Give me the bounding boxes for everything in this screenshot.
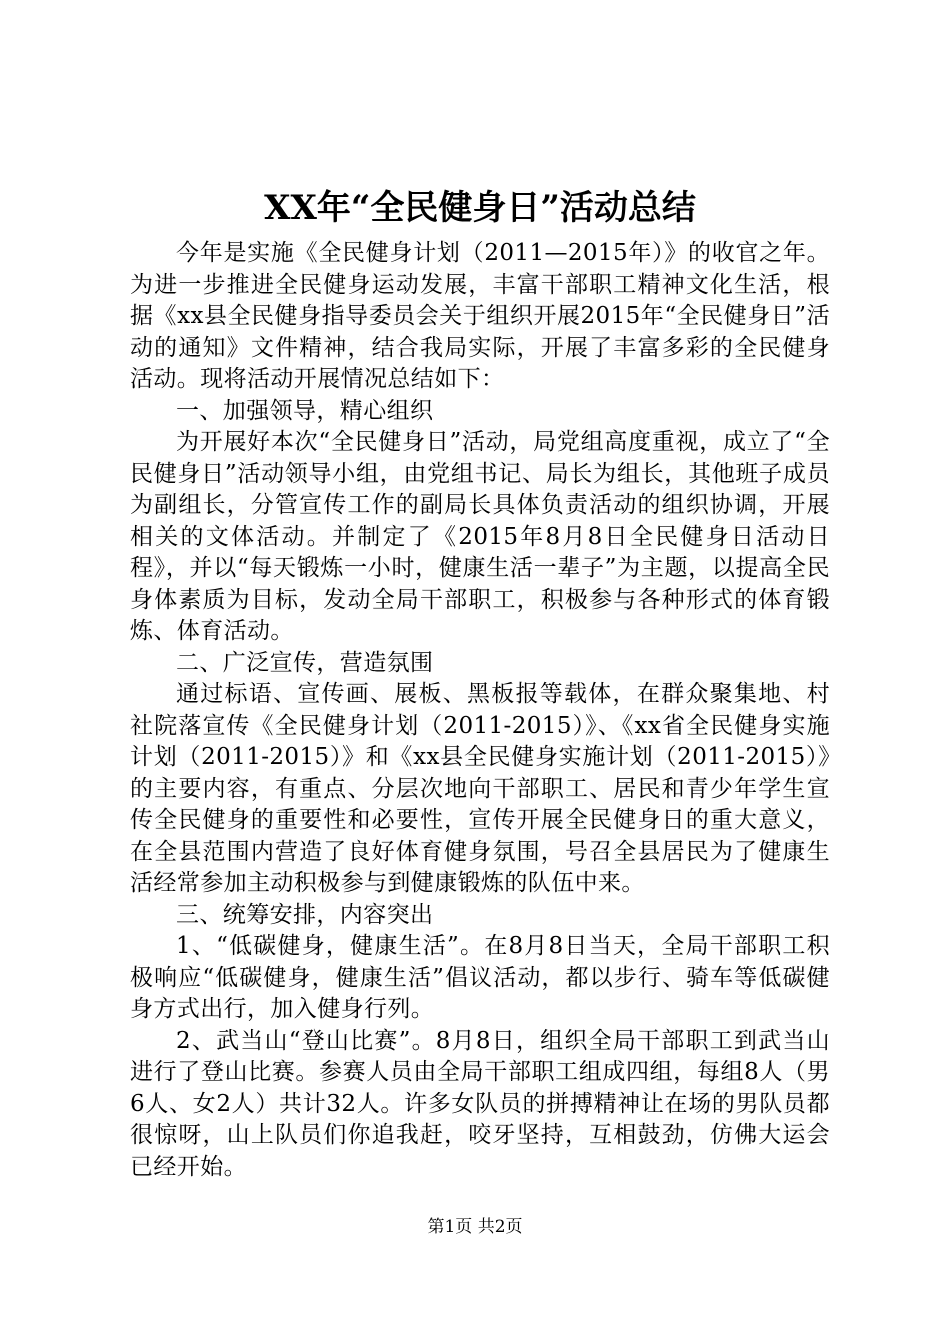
intro-paragraph: 今年是实施《全民健身计划（2011—2015年）》的收官之年。为进一步推进全民健身运动发展，丰富干部职工精神文化生活，根据《xx县全民健身指导委员会关于组织开展2015年“全民健身日”活动的通知》文件精神，结合我局实际，开展了丰富多彩的全民健身活动。现将活动开展情况总结如下： — [130, 240, 830, 392]
section-3-item-2: 2、武当山“登山比赛”。8月8日，组织全局干部职工到武当山进行了登山比赛。参赛人员由全局干部职工组成四组，每组8人（男6人、女2人）共计32人。许多女队员的拼搏精神让在场的男队员都很惊呀，山上队员们你追我赶，咬牙坚持，互相鼓劲，仿佛大运会已经开始。 — [130, 1027, 830, 1180]
section-1-paragraph: 为开展好本次“全民健身日”活动，局党组高度重视，成立了“全民健身日”活动领导小组，由党组书记、局长为组长，其他班子成员为副组长，分管宣传工作的副局长具体负责活动的组织协调，开展相关的文体活动。并制定了《2015年8月8日全民健身日活动日程》，并以“每天锻炼一小时，健康生活一辈子”为主题，以提高全民身体素质为目标，发动全局干部职工，积极参与各种形式的体育锻炼、体育活动。 — [130, 429, 830, 644]
section-3-heading: 三、统筹安排，内容突出 — [176, 901, 434, 928]
section-1-heading: 一、加强领导，精心组织 — [176, 397, 434, 424]
section-2-heading: 二、广泛宣传，营造氛围 — [176, 649, 434, 676]
section-2-paragraph: 通过标语、宣传画、展板、黑板报等载体，在群众聚集地、村社院落宣传《全民健身计划（2011-2015）》、《xx省全民健身实施计划（2011-2015）》和《xx县全民健身实施计划（2011-2015）》的主要内容，有重点、分层次地向干部职工、居民和青少年学生宣传全民健身的重要性和必要性，宣传开展全民健身日的重大意义，在全县范围内营造了良好体育健身氛围，号召全县居民为了健康生活经常参加主动积极参与到健康锻炼的队伍中来。 — [130, 681, 830, 896]
document-title: XX年“全民健身日”活动总结 — [264, 188, 696, 228]
page-footer: 第1页 共2页 — [427, 1217, 523, 1237]
section-3-item-1: 1、“低碳健身，健康生活”。在8月8日当天，全局干部职工积极响应“低碳健身，健康生活”倡议活动，都以步行、骑车等低碳健身方式出行，加入健身行列。 — [130, 933, 830, 1022]
document-page — [130, 180, 830, 1183]
